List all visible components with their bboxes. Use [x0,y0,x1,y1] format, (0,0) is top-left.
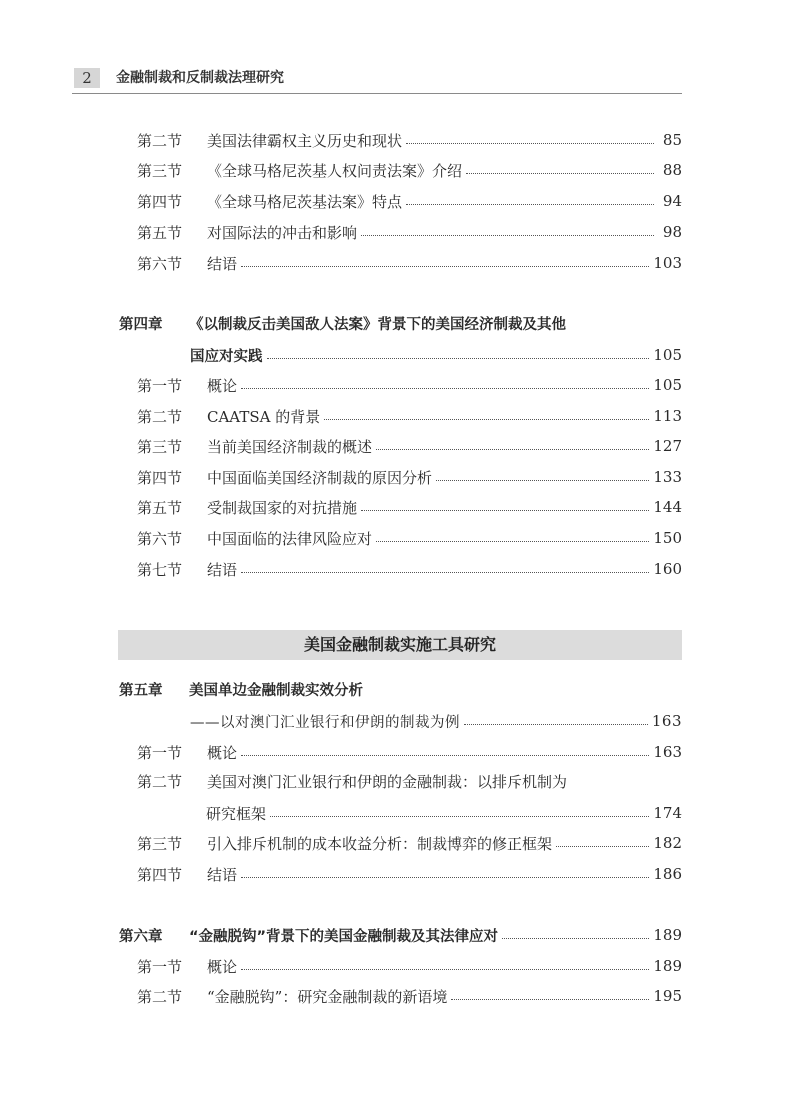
dot-leader [406,142,654,144]
toc-entry[interactable] [137,740,682,764]
chapter-title: “金融脱钩”背景下的美国金融制裁及其法律应对 [189,928,499,945]
dot-leader [406,203,654,205]
section-title: 结语 [207,865,238,884]
page-ref: 105 [653,346,682,364]
toc-entry[interactable] [137,984,682,1008]
part-heading: 美国金融制裁实施工具研究 [118,630,682,660]
section-label: 第六节 [137,529,183,548]
section-title: 对国际法的冲击和影响 [207,223,358,242]
toc-entry[interactable] [137,495,682,519]
section-label: 第七节 [137,560,183,579]
section-label: 第三节 [137,437,183,456]
section-label: 第二节 [137,131,183,150]
page-ref: 88 [662,161,682,179]
chapter-title: 美国单边金融制裁实效分析 [189,683,363,699]
section-title: CAATSA 的背景 [207,407,321,426]
toc-entry[interactable] [137,465,682,489]
section-title: 概论 [207,957,238,976]
toc-entry[interactable] [137,831,682,855]
page-ref: 189 [653,926,682,944]
section-label: 第二节 [137,987,183,1006]
dot-leader [267,357,650,359]
chapter-title-continued: 国应对实践 [190,348,263,365]
dot-leader [436,479,649,481]
chapter-subtitle: ——以对澳门汇业银行和伊朗的制裁为例 [190,714,460,731]
toc-entry[interactable] [137,557,682,581]
section-title: “金融脱钩”：研究金融制裁的新语境 [207,987,448,1006]
section-title: 《全球马格尼茨基人权问责法案》介绍 [207,161,463,180]
toc-entry[interactable] [206,801,682,825]
section-title: 概论 [207,376,238,395]
chapter-heading[interactable] [119,679,363,703]
section-label: 第二节 [137,773,183,791]
toc-entry[interactable] [137,954,682,978]
header-rule [72,93,682,94]
section-label: 第一节 [137,743,183,762]
chapter-title: 《以制裁反击美国敌人法案》背景下的美国经济制裁及其他 [189,317,566,333]
dot-leader [241,387,649,389]
dot-leader [556,845,649,847]
dot-leader [241,571,649,573]
page-ref: 195 [653,987,682,1005]
dot-leader [451,998,649,1000]
running-header-title: 金融制裁和反制裁法理研究 [116,70,284,86]
dot-leader [361,234,654,236]
toc-entry[interactable] [137,158,682,182]
dot-leader [376,448,649,450]
toc-entry[interactable] [137,220,682,244]
section-label: 第五节 [137,498,183,517]
section-title: 结语 [207,254,238,273]
section-title: 概论 [207,743,238,762]
section-title: 美国法律霸权主义历史和现状 [207,131,403,150]
page-ref: 163 [653,743,682,761]
dot-leader [464,723,648,725]
page-ref: 144 [653,498,682,516]
toc-entry[interactable] [137,189,682,213]
page-ref: 160 [653,560,682,578]
page-ref: 94 [662,192,682,210]
section-label: 第五节 [137,223,183,242]
page-ref: 127 [653,437,682,455]
toc-entry[interactable] [137,526,682,550]
toc-entry-heading[interactable] [137,770,567,794]
section-label: 第六节 [137,254,183,273]
section-label: 第三节 [137,834,183,853]
page-ref: 150 [653,529,682,547]
page-ref: 174 [653,804,682,822]
page-ref: 189 [653,957,682,975]
section-title: 《全球马格尼茨基法案》特点 [207,192,403,211]
toc-entry[interactable] [119,923,682,947]
page-ref: 105 [653,376,682,394]
dot-leader [376,540,649,542]
toc-entry[interactable] [190,709,682,733]
chapter-heading[interactable] [119,313,566,337]
toc-entry[interactable] [137,251,682,275]
page-ref: 113 [653,407,682,425]
dot-leader [241,876,649,878]
section-title: 中国面临美国经济制裁的原因分析 [207,468,433,487]
page-ref: 85 [662,131,682,149]
section-label: 第四节 [137,192,183,211]
page-number: 2 [74,68,100,88]
section-title: 结语 [207,560,238,579]
dot-leader [241,754,649,756]
dot-leader [466,172,654,174]
toc-entry[interactable] [137,128,682,152]
page-ref: 133 [653,468,682,486]
page-ref: 182 [653,834,682,852]
section-label: 第一节 [137,376,183,395]
toc-entry[interactable] [190,343,682,367]
page-ref: 98 [662,223,682,241]
dot-leader [270,815,649,817]
section-label: 第四节 [137,865,183,884]
section-title: 当前美国经济制裁的概述 [207,437,373,456]
page-ref: 103 [653,254,682,272]
toc-entry[interactable] [137,373,682,397]
chapter-label: 第四章 [119,317,163,333]
chapter-label: 第六章 [119,928,163,945]
dot-leader [361,509,649,511]
dot-leader [241,265,649,267]
toc-entry[interactable] [137,404,682,428]
dot-leader [324,418,649,420]
section-title: 受制裁国家的对抗措施 [207,498,358,517]
section-label: 第四节 [137,468,183,487]
chapter-label: 第五章 [119,683,163,699]
section-label: 第二节 [137,407,183,426]
section-title: 美国对澳门汇业银行和伊朗的金融制裁：以排斥机制为 [207,773,568,791]
toc-entry[interactable] [137,434,682,458]
toc-entry[interactable] [137,862,682,886]
section-label: 第三节 [137,161,183,180]
section-title-continued: 研究框架 [206,804,267,823]
section-title: 引入排斥机制的成本收益分析：制裁博弈的修正框架 [207,834,553,853]
section-title: 中国面临的法律风险应对 [207,529,373,548]
page-ref: 186 [653,865,682,883]
section-label: 第一节 [137,957,183,976]
dot-leader [241,968,649,970]
dot-leader [502,937,649,939]
page-ref: 163 [651,712,682,730]
